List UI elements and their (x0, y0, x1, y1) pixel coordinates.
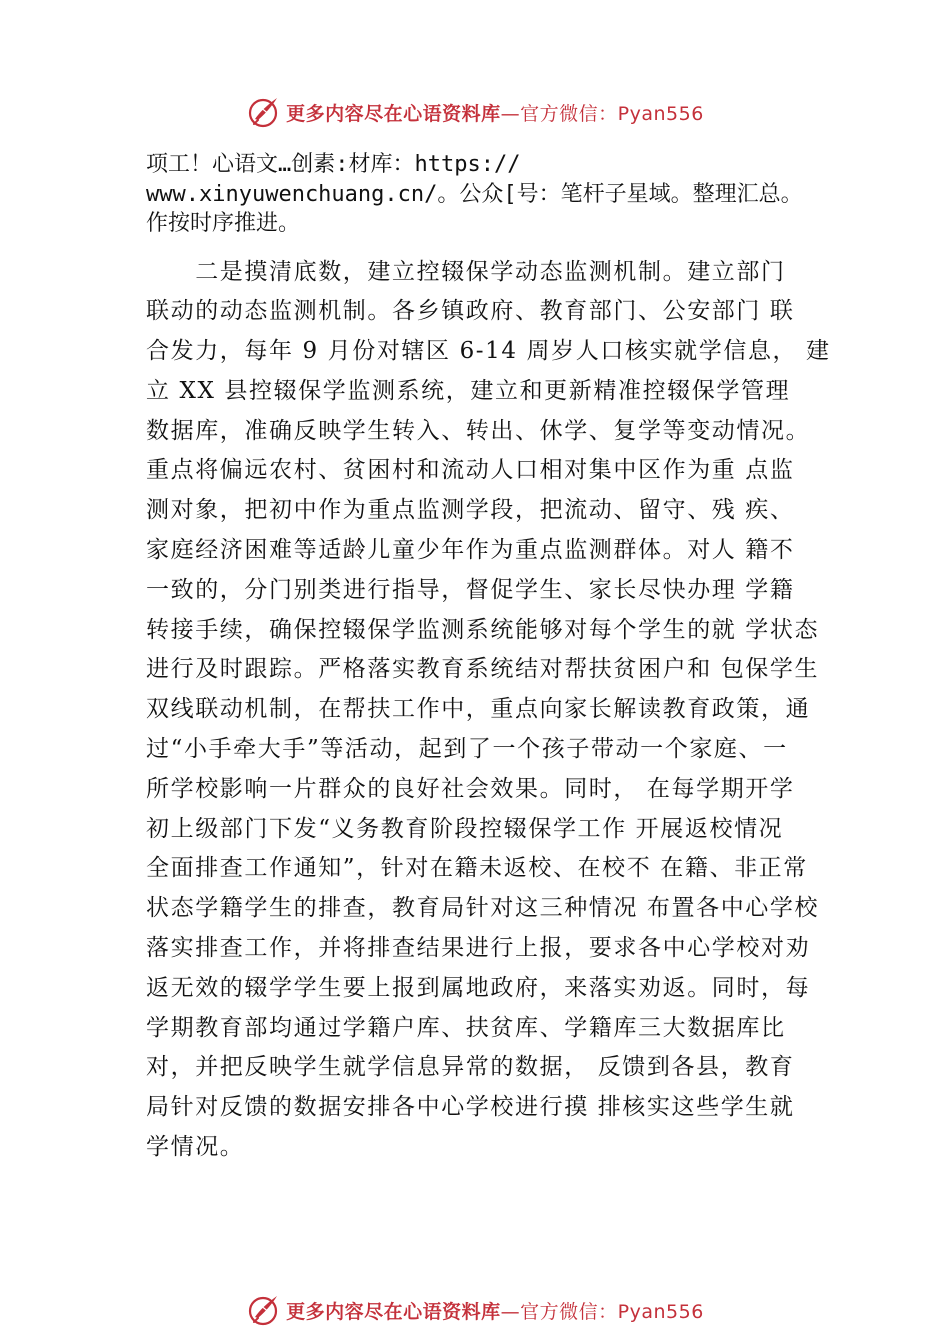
watermark-block (146, 150, 846, 239)
text-line: 转接手续，确保控辍保学监测系统能够对每个学生的就 学状态 (146, 616, 820, 643)
footer-banner (0, 1290, 950, 1330)
quill-seal-icon (246, 1292, 282, 1328)
text-line: 数据库，准确反映学生转入、转出、休学、复学等变动情况。 (146, 417, 811, 444)
text-line: 合发力，每年 9 月份对辖区 6-14 周岁人口核实就学信息， 建 (146, 338, 831, 365)
banner-site-name: 更多内容尽在心语资料库 (286, 1300, 501, 1323)
text-line: 进行及时跟踪。严格落实教育系统结对帮扶贫困户和 包保学生 (146, 656, 820, 683)
text-line: 全面排查工作通知”，针对在籍未返校、在校不 在籍、非正常 (146, 855, 808, 882)
text-line: 状态学籍学生的排查，教育局针对这三种情况 布置各中心学校 (146, 895, 820, 922)
text-line: 一致的，分门别类进行指导，督促学生、家长尽快办理 学籍 (146, 576, 795, 603)
quill-seal-icon (246, 94, 282, 130)
text-line: 落实排查工作，并将排查结果进行上报，要求各中心学校对劝 (146, 935, 811, 962)
text-line: 家庭经济困难等适龄儿童少年作为重点监测群体。对人 籍不 (146, 537, 795, 564)
text-line: 过“小手牵大手”等活动，起到了一个孩子带动一个家庭、一 (146, 736, 788, 763)
text-line: 双线联动机制，在帮扶工作中，重点向家长解读教育政策，通 (146, 696, 811, 723)
text-line: 局针对反馈的数据安排各中心学校进行摸 排核实这些学生就 (146, 1094, 795, 1121)
text-line: 重点将偏远农村、贫困村和流动人口相对集中区作为重 点监 (146, 457, 795, 484)
text-line: 二是摸清底数，建立控辍保学动态监测机制。建立部门 (146, 258, 786, 285)
text-line: 测对象，把初中作为重点监测学段，把流动、留守、残 疾、 (146, 497, 795, 524)
text-line: 对，并把反映学生就学信息异常的数据， 反馈到各县，教育 (146, 1054, 795, 1081)
document-body (146, 150, 846, 1168)
text-line: 立 XX 县控辍保学监测系统，建立和更新精准控辍保学管理 (146, 377, 791, 404)
text-line: 返无效的辍学学生要上报到属地政府，来落实劝返。同时，每 (146, 974, 811, 1001)
watermark-line: www.xinyuwenchuang.cn/。公众[号：笔杆子星域。整理汇总。 (146, 181, 803, 207)
watermark-line: 项工！心语文…创素:材库：https:// (146, 152, 521, 177)
watermark-line: 作按时序推进。 (146, 211, 301, 236)
text-line: 学情况。 (146, 1134, 245, 1161)
text-line: 学期教育部均通过学籍户库、扶贫库、学籍库三大数据库比 (146, 1014, 786, 1041)
text-line: 初上级部门下发“义务教育阶段控辍保学工作 开展返校情况 (146, 815, 784, 842)
text-line: 联动的动态监测机制。各乡镇政府、教育部门、公安部门 联 (146, 298, 795, 325)
header-banner (0, 92, 950, 132)
banner-wechat-id: —官方微信：Pyan556 (500, 102, 704, 125)
banner-wechat-id: —官方微信：Pyan556 (500, 1300, 704, 1323)
paragraph (146, 253, 846, 1168)
text-line: 所学校影响一片群众的良好社会效果。同时， 在每学期开学 (146, 775, 795, 802)
banner-site-name: 更多内容尽在心语资料库 (286, 102, 501, 125)
